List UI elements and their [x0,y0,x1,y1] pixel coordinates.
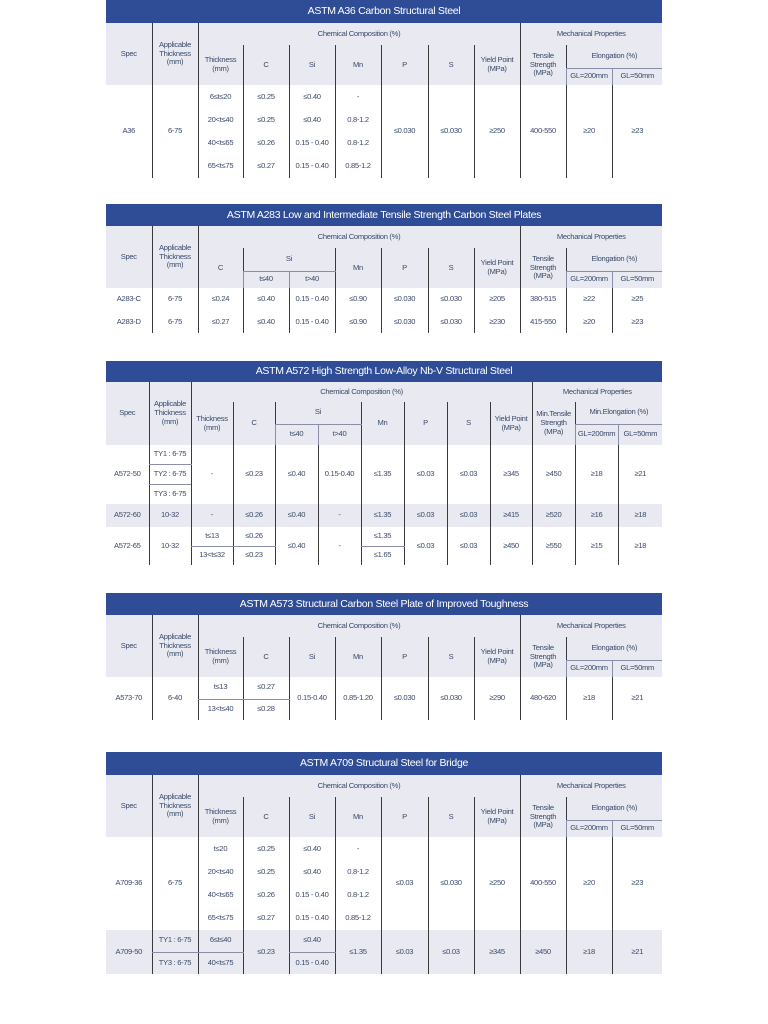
header-gl200: GL=200mm [566,660,612,677]
cell-mn: ≤0.90 [335,311,381,333]
cell-p: ≤0.03 [381,837,428,930]
cell-p: ≤0.03 [404,527,447,565]
cell-p: ≤0.030 [381,288,428,311]
cell-tensile-strength: 400-550 [520,85,566,178]
a709-table [106,775,662,974]
header-elongation: Elongation (%) [566,797,662,820]
a573-table [106,615,662,720]
cell-si-t-gt-40: 0.15 - 0.40 [289,311,335,333]
cell-mn: ≤1.35 [361,504,404,527]
cell-tensile-strength: 400-550 [520,837,566,930]
header-thickness: Thickness (mm) [198,797,243,837]
cell-si: ≤0.40 [289,861,335,884]
table-row [106,504,662,527]
header-s: S [428,797,474,837]
cell-applicable-thickness: TY1 : 6-75 [152,930,198,952]
header-tensile-strength: Tensile Strength (MPa) [520,637,566,677]
cell-c: ≤0.26 [233,527,275,546]
cell-yield-point: ≥230 [474,311,520,333]
header-thickness: Thickness (mm) [191,402,233,445]
table-row [106,85,662,109]
cell-mn: ≤1.35 [361,445,404,504]
header-thickness: Thickness (mm) [198,637,243,677]
cell-spec: A36 [106,85,152,178]
header-gl50: GL=50mm [612,68,662,85]
header-c: C [233,402,275,445]
cell-tensile-strength: ≥450 [532,445,575,504]
cell-mn: 0.85-1.20 [335,677,381,720]
cell-spec: A572-50 [106,445,149,504]
cell-thickness: t≤13 [191,527,233,546]
header-spec: Spec [106,382,149,445]
cell-thickness: t≤20 [198,837,243,861]
header-min-tensile-strength: Min.Tensile Strength (MPa) [532,402,575,445]
cell-elongation-gl200: ≥20 [566,311,612,333]
header-spec: Spec [106,23,152,85]
cell-s: ≤0.03 [447,504,490,527]
cell-applicable-thickness: 6-75 [152,85,198,178]
cell-s: ≤0.03 [447,527,490,565]
header-si: Si [289,797,335,837]
cell-thickness: 40<t≤75 [198,952,243,974]
header-min-elongation: Min.Elongation (%) [575,402,662,424]
cell-elongation-gl200: ≥15 [575,527,618,565]
cell-applicable-thickness: TY3 : 6-75 [149,484,191,504]
cell-elongation-gl50: ≥23 [612,837,662,930]
cell-c: ≤0.27 [243,155,289,178]
header-applicable-thickness: Applicable Thickness (mm) [152,23,198,85]
cell-s: ≤0.03 [447,445,490,504]
cell-spec: A573-70 [106,677,152,720]
cell-elongation-gl200: ≥18 [566,930,612,974]
header-yield-point: Yield Point (MPa) [474,248,520,288]
cell-elongation-gl50: ≥21 [612,930,662,974]
header-mn: Mn [361,402,404,445]
cell-mn: ≤1.35 [361,527,404,546]
cell-p: ≤0.030 [381,677,428,720]
cell-elongation-gl50: ≥23 [612,85,662,178]
header-elongation: Elongation (%) [566,637,662,660]
cell-mn: 0.8-1.2 [335,109,381,132]
cell-yield-point: ≥250 [474,837,520,930]
table-row [106,288,662,311]
cell-s: ≤0.03 [428,930,474,974]
header-c: C [243,637,289,677]
cell-applicable-thickness: 10-32 [149,504,191,527]
cell-si-t-le-40: ≤0.40 [275,445,318,504]
cell-si: 0.15-0.40 [289,677,335,720]
a283-table [106,226,662,333]
cell-mn: ≤0.90 [335,288,381,311]
cell-applicable-thickness: TY3 : 6-75 [152,952,198,974]
cell-p: ≤0.030 [381,85,428,178]
cell-si: ≤0.40 [289,109,335,132]
header-chemical-composition: Chemical Composition (%) [198,23,520,45]
cell-applicable-thickness: 6-75 [152,288,198,311]
cell-thickness: 20<t≤40 [198,861,243,884]
header-mn: Mn [335,637,381,677]
cell-tensile-strength: 380-515 [520,288,566,311]
header-chemical-composition: Chemical Composition (%) [198,615,520,637]
cell-c: ≤0.23 [233,445,275,504]
header-applicable-thickness: Applicable Thickness (mm) [152,775,198,837]
header-si: Si [275,402,361,424]
cell-elongation-gl50: ≥25 [612,288,662,311]
cell-yield-point: ≥205 [474,288,520,311]
cell-tensile-strength: ≥520 [532,504,575,527]
cell-yield-point: ≥250 [474,85,520,178]
cell-elongation-gl50: ≥18 [618,504,662,527]
header-mechanical-properties: Mechanical Properties [520,23,662,45]
a36-table [106,23,662,178]
cell-c: ≤0.26 [243,884,289,907]
cell-c: ≤0.25 [243,837,289,861]
a572-title: ASTM A572 High Strength Low-Alloy Nb-V Structural Steel [106,361,662,382]
table-row [106,837,662,861]
cell-si-t-le-40: ≤0.40 [243,288,289,311]
cell-thickness: 6≤t≤40 [198,930,243,952]
cell-elongation-gl200: ≥20 [566,85,612,178]
header-gl200: GL=200mm [566,820,612,837]
cell-c: ≤0.27 [198,311,243,333]
table-row [106,445,662,464]
cell-mn: 0.8-1.2 [335,132,381,155]
cell-c: ≤0.23 [233,546,275,565]
header-applicable-thickness: Applicable Thickness (mm) [149,382,191,445]
header-p: P [404,402,447,445]
cell-p: ≤0.03 [404,504,447,527]
header-gl50: GL=50mm [612,820,662,837]
cell-spec: A572-60 [106,504,149,527]
cell-si-t-le-40: ≤0.40 [243,311,289,333]
cell-applicable-thickness: TY1 : 6-75 [149,445,191,464]
header-chemical-composition: Chemical Composition (%) [198,226,520,248]
header-s: S [428,637,474,677]
cell-elongation-gl200: ≥22 [566,288,612,311]
cell-applicable-thickness: 10-32 [149,527,191,565]
cell-yield-point: ≥290 [474,677,520,720]
cell-p: ≤0.030 [381,311,428,333]
header-applicable-thickness: Applicable Thickness (mm) [152,226,198,288]
header-si-t-gt-40: t>40 [318,424,361,445]
cell-thickness: 65<t≤75 [198,155,243,178]
cell-thickness: 40<t≤65 [198,884,243,907]
cell-mn: ≤1.65 [361,546,404,565]
a283-section [106,204,662,333]
cell-mn: 0.85-1.2 [335,907,381,930]
cell-si-t-gt-40: - [318,527,361,565]
cell-mn: ≤1.35 [335,930,381,974]
header-mn: Mn [335,797,381,837]
cell-thickness: 65<t≤75 [198,907,243,930]
a572-section [106,361,662,565]
cell-yield-point: ≥345 [490,445,532,504]
cell-thickness: 40<t≤65 [198,132,243,155]
cell-si: ≤0.40 [289,837,335,861]
header-gl200: GL=200mm [566,68,612,85]
header-yield-point: Yield Point (MPa) [490,402,532,445]
table-row [106,527,662,546]
cell-yield-point: ≥450 [490,527,532,565]
header-gl50: GL=50mm [618,424,662,445]
cell-si: 0.15 - 0.40 [289,155,335,178]
header-gl50: GL=50mm [612,271,662,288]
a709-section [106,752,662,974]
cell-c: ≤0.26 [243,132,289,155]
cell-mn: 0.85-1.2 [335,155,381,178]
cell-thickness: 20<t≤40 [198,109,243,132]
cell-mn: - [335,837,381,861]
header-yield-point: Yield Point (MPa) [474,45,520,85]
cell-si: ≤0.40 [289,930,335,952]
cell-elongation-gl50: ≥23 [612,311,662,333]
cell-c: ≤0.24 [198,288,243,311]
cell-c: ≤0.25 [243,85,289,109]
header-mechanical-properties: Mechanical Properties [520,615,662,637]
header-p: P [381,637,428,677]
header-mn: Mn [335,248,381,288]
header-tensile-strength: Tensile Strength (MPa) [520,797,566,837]
header-p: P [381,45,428,85]
header-c: C [243,45,289,85]
header-chemical-composition: Chemical Composition (%) [198,775,520,797]
cell-applicable-thickness: 6-75 [152,837,198,930]
cell-p: ≤0.03 [381,930,428,974]
cell-tensile-strength: ≥550 [532,527,575,565]
cell-s: ≤0.030 [428,85,474,178]
cell-thickness: - [191,445,233,504]
cell-s: ≤0.030 [428,677,474,720]
cell-applicable-thickness: TY2 : 6-75 [149,464,191,484]
cell-p: ≤0.03 [404,445,447,504]
a709-title: ASTM A709 Structural Steel for Bridge [106,752,662,775]
cell-si-t-gt-40: 0.15 - 0.40 [289,288,335,311]
cell-elongation-gl200: ≥20 [566,837,612,930]
header-mn: Mn [335,45,381,85]
a573-section [106,593,662,720]
cell-spec: A709-36 [106,837,152,930]
header-thickness: Thickness (mm) [198,45,243,85]
header-chemical-composition: Chemical Composition (%) [191,382,532,402]
cell-tensile-strength: 415-550 [520,311,566,333]
cell-s: ≤0.030 [428,288,474,311]
cell-si: 0.15 - 0.40 [289,952,335,974]
header-c: C [198,248,243,288]
header-yield-point: Yield Point (MPa) [474,637,520,677]
cell-mn: 0.8-1.2 [335,861,381,884]
header-s: S [428,45,474,85]
cell-applicable-thickness: 6-40 [152,677,198,720]
cell-spec: A283-C [106,288,152,311]
cell-c: ≤0.25 [243,109,289,132]
cell-s: ≤0.030 [428,311,474,333]
header-gl200: GL=200mm [566,271,612,288]
a283-title: ASTM A283 Low and Intermediate Tensile Strength Carbon Steel Plates [106,204,662,226]
a36-section [106,0,662,178]
cell-c: ≤0.28 [243,699,289,720]
cell-elongation-gl200: ≥18 [575,445,618,504]
header-spec: Spec [106,615,152,677]
table-row [106,677,662,699]
cell-elongation-gl200: ≥18 [566,677,612,720]
cell-elongation-gl200: ≥16 [575,504,618,527]
cell-yield-point: ≥415 [490,504,532,527]
cell-tensile-strength: 480-620 [520,677,566,720]
header-tensile-strength: Tensile Strength (MPa) [520,248,566,288]
cell-mn: - [335,85,381,109]
header-spec: Spec [106,775,152,837]
header-elongation: Elongation (%) [566,248,662,271]
header-si-t-gt-40: t>40 [289,271,335,288]
header-mechanical-properties: Mechanical Properties [520,226,662,248]
cell-thickness: - [191,504,233,527]
header-p: P [381,248,428,288]
cell-thickness: 6≤t≤20 [198,85,243,109]
header-tensile-strength: Tensile Strength (MPa) [520,45,566,85]
header-s: S [447,402,490,445]
table-row [106,311,662,333]
table-row [106,930,662,952]
cell-spec: A283-D [106,311,152,333]
header-yield-point: Yield Point (MPa) [474,797,520,837]
header-gl50: GL=50mm [612,660,662,677]
header-mechanical-properties: Mechanical Properties [520,775,662,797]
cell-thickness: 13<t≤32 [191,546,233,565]
cell-thickness: t≤13 [198,677,243,699]
header-si: Si [289,45,335,85]
cell-c: ≤0.27 [243,907,289,930]
cell-spec: A709-50 [106,930,152,974]
header-c: C [243,797,289,837]
cell-elongation-gl50: ≥21 [618,445,662,504]
cell-yield-point: ≥345 [474,930,520,974]
header-applicable-thickness: Applicable Thickness (mm) [152,615,198,677]
cell-tensile-strength: ≥450 [520,930,566,974]
cell-s: ≤0.030 [428,837,474,930]
header-s: S [428,248,474,288]
cell-c: ≤0.27 [243,677,289,699]
header-si-t-le-40: t≤40 [275,424,318,445]
cell-si: ≤0.40 [289,85,335,109]
cell-elongation-gl50: ≥21 [612,677,662,720]
a36-title: ASTM A36 Carbon Structural Steel [106,0,662,23]
cell-si: 0.15 - 0.40 [289,907,335,930]
cell-applicable-thickness: 6-75 [152,311,198,333]
cell-mn: 0.8-1.2 [335,884,381,907]
a573-title: ASTM A573 Structural Carbon Steel Plate of Improved Toughness [106,593,662,615]
header-si: Si [243,248,335,271]
header-si-t-le-40: t≤40 [243,271,289,288]
cell-c: ≤0.26 [233,504,275,527]
header-elongation: Elongation (%) [566,45,662,68]
cell-si: 0.15 - 0.40 [289,884,335,907]
cell-spec: A572-65 [106,527,149,565]
header-mechanical-properties: Mechanical Properties [532,382,662,402]
header-gl200: GL=200mm [575,424,618,445]
header-si: Si [289,637,335,677]
cell-elongation-gl50: ≥18 [618,527,662,565]
a572-table [106,382,662,565]
header-spec: Spec [106,226,152,288]
cell-si-t-gt-40: - [318,504,361,527]
cell-si-t-le-40: ≤0.40 [275,527,318,565]
cell-c: ≤0.25 [243,861,289,884]
header-p: P [381,797,428,837]
cell-si: 0.15 - 0.40 [289,132,335,155]
cell-c: ≤0.23 [243,930,289,974]
cell-si-t-gt-40: 0.15-0.40 [318,445,361,504]
cell-thickness: 13<t≤40 [198,699,243,720]
cell-si-t-le-40: ≤0.40 [275,504,318,527]
